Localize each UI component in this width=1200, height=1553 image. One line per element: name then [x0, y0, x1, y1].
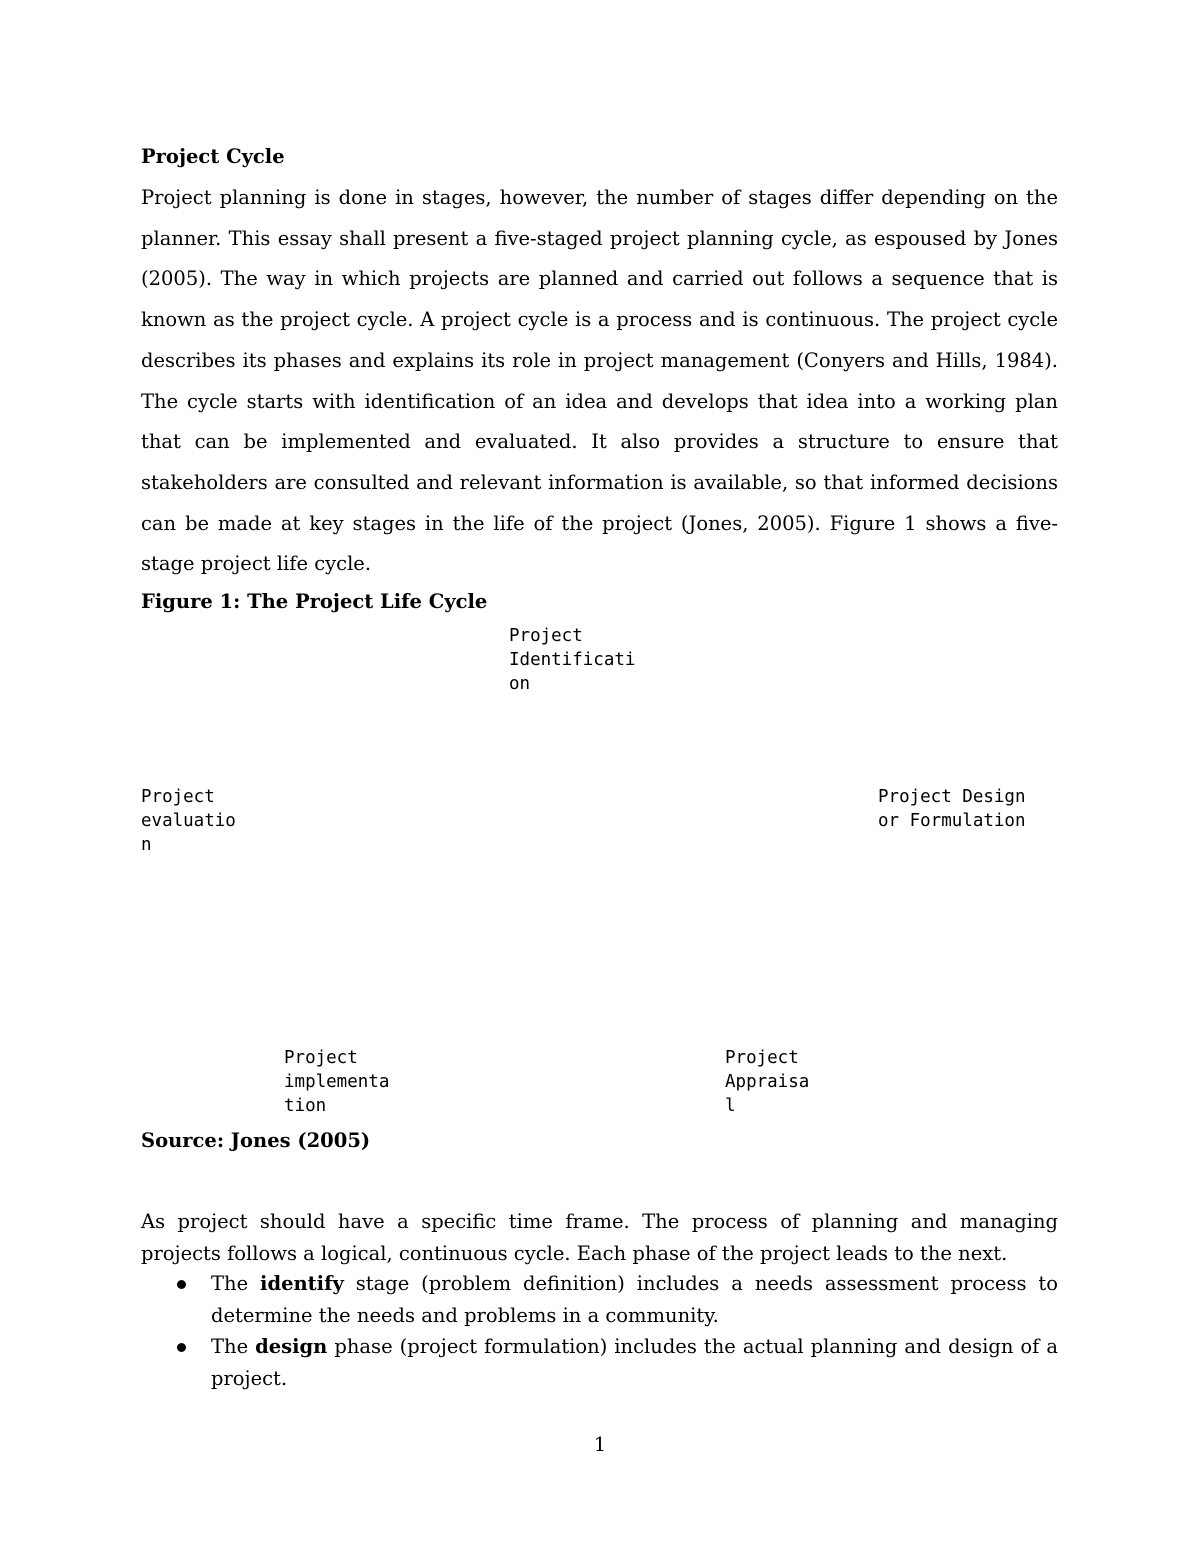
bullet-bold-term: design [255, 1335, 328, 1358]
figure-node-appraisal: Project Appraisa l [725, 1048, 810, 1116]
bullet-icon [177, 1280, 186, 1289]
bullet-prefix: The [211, 1272, 261, 1295]
bullet-list [141, 1268, 1058, 1394]
figure-source: Source: Jones (2005) [141, 1129, 371, 1152]
bullet-bold-term: identify [260, 1272, 344, 1295]
second-paragraph: As project should have a specific time frame. The process of planning and managing projects follows a logical, continuous cycle. Each phase of the project leads to the next. [141, 1210, 1058, 1265]
bullet-prefix: The [211, 1335, 256, 1358]
figure-title: Figure 1: The Project Life Cycle [141, 590, 488, 613]
intro-paragraph: Project planning is done in stages, however, the number of stages differ depending on the planner. This essay shall present a five-staged project planning cycle, as espoused by Jones (2005). The way in which projects are planned and carried out follows a sequence that is known as the project cycle. A project cycle is a process and is continuous. The project cycle describes its phases and explains its role in project management (Conyers and Hills, 1984). The cycle starts with identification of an idea and develops that idea into a working plan that can be implemented and evaluated. It also provides a structure to ensure that stakeholders are consulted and relevant information is available, so that informed decisions can be made at key stages in the life of the project (Jones, 2005). Figure 1 shows a five-stage project life cycle. [141, 186, 1058, 576]
page-number: 1 [593, 1433, 607, 1456]
bullet-icon [177, 1343, 186, 1352]
figure-node-design: Project Design or Formulation [878, 787, 1026, 831]
figure-node-implementation: Project implementa tion [284, 1048, 390, 1116]
figure-node-evaluation: Project evaluatio n [141, 787, 236, 855]
section-heading: Project Cycle [141, 145, 285, 168]
list-item [141, 1331, 1058, 1394]
bullet-suffix: phase (project formulation) includes the actual planning and design of a project. [211, 1335, 1058, 1390]
bullet-suffix: stage (problem definition) includes a needs assessment process to determine the needs and problems in a community. [211, 1272, 1058, 1327]
list-item [141, 1268, 1058, 1331]
figure-node-identification: Project Identificati on [509, 626, 636, 694]
